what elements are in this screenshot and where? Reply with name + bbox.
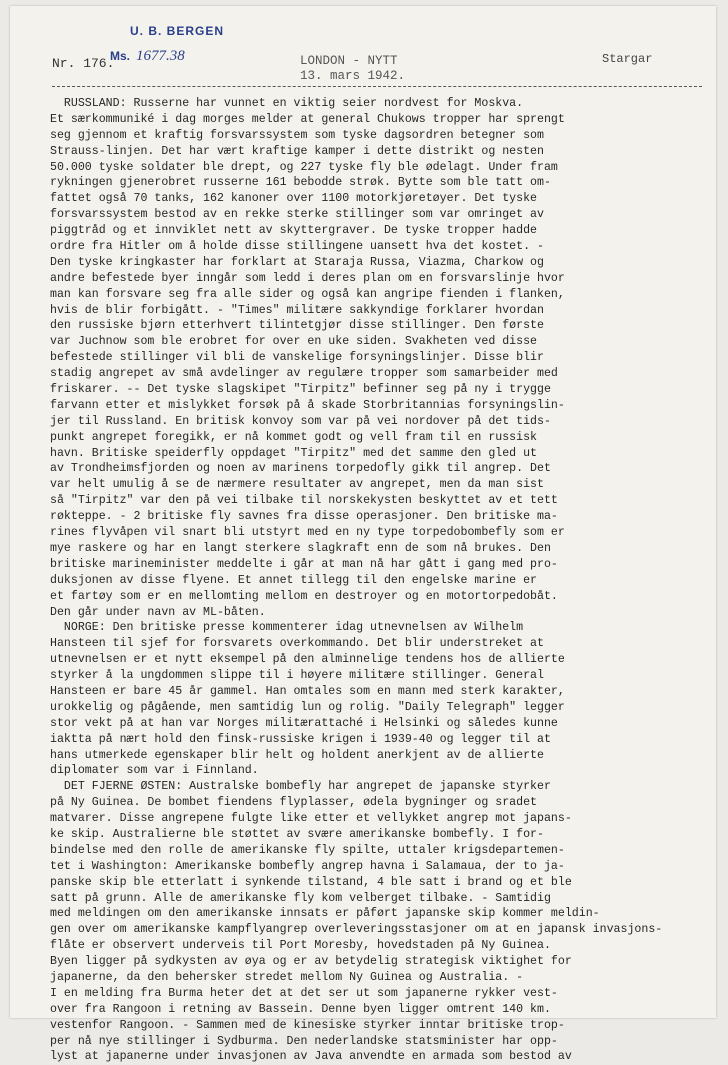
- text-line: befestede stillinger vil bli de vanskelige forsyningslinjer. Disse blir: [50, 351, 544, 365]
- bulletin-heading: [300, 54, 405, 84]
- text-line: friskarer. -- Det tyske slagskipet "Tirpitz" befinner seg på ny i trygge: [50, 383, 551, 397]
- text-line: røkteppe. - 2 britiske fly savnes fra disse operasjoner. Den britiske ma-: [50, 510, 558, 524]
- text-line: var Juchnow som ble erobret for over en uke siden. Svakheten ved disse: [50, 335, 538, 349]
- text-line: andre befestede byer inngår som ledd i deres plan om en forsvarslinje hvor: [50, 271, 565, 285]
- ms-label: Ms.: [110, 49, 131, 63]
- text-line: diplomater som var i Finnland.: [50, 764, 259, 778]
- text-line: et fartøy som er en mellomting mellom en destroyer og en motortorpedobåt.: [50, 589, 558, 603]
- text-line: den russiske bjørn etterhvert tilintetgjør disse stillinger. Den første: [50, 319, 544, 333]
- text-line: satt på grunn. Alle de amerikanske fly kom velberget tilbake. - Samtidig: [50, 891, 551, 905]
- text-line: farvann etter et mislykket forsøk på å skade Storbritannias forsyningslin-: [50, 398, 565, 412]
- text-line: mye raskere og har en langt sterkere slagkraft enn de som nå brukes. Den: [50, 541, 551, 555]
- text-line: rykningen gjenerobret russerne 161 bebodde strøk. Bytte som ble tatt om-: [50, 176, 551, 190]
- text-line: seg gjennom et kraftig forsvarssystem som tyske dagsordren betegner som: [50, 128, 544, 142]
- text-line: hans utmerkede egenskaper blir helt og holdent anerkjent av de allierte: [50, 748, 544, 762]
- text-line: bindelse med den rolle de amerikanske fly spilte, uttaler krigsdepartemen-: [50, 843, 565, 857]
- text-line: Byen ligger på sydkysten av øya og er av betydelig strategisk viktighet for: [50, 955, 572, 969]
- text-line: over fra Rangoon i retning av Bassein. Denne byen ligger omtrent 140 km.: [50, 1002, 551, 1016]
- text-line: fattet også 70 tanks, 162 kanoner over 1100 motorkjøretøyer. Det tyske: [50, 192, 538, 206]
- text-line: var helt umulig å se de nærmere resultater av angrepet, men da man sist: [50, 478, 544, 492]
- text-line: stor vekt på at han var Norges militærattaché i Helsinki og således kunne: [50, 716, 558, 730]
- header-divider: [52, 86, 702, 87]
- document-page: [10, 6, 716, 1064]
- text-line: 50.000 tyske soldater ble drept, og 227 tyske fly ble ødelagt. Under fram: [50, 160, 558, 174]
- text-line: matvarer. Disse angrepene fulgte like etter et vellykket angrep mot japans-: [50, 812, 572, 826]
- text-line: man kan forsvare seg fra alle sider og også kan angripe fienden i flanken,: [50, 287, 565, 301]
- text-line: Hansteen til sjef for forsvarets overkommando. Det blir understreket at: [50, 637, 544, 651]
- text-line: japanerne, da den behersker stredet mellom Ny Guinea og Australia. -: [50, 970, 524, 984]
- bulletin-date: 13. mars 1942.: [300, 69, 406, 83]
- text-line: så "Tirpitz" var den på vei tilbake til norskekysten beskyttet av et tett: [50, 494, 558, 508]
- text-line: stadig angrepet av små avdelinger av regulære tropper som samarbeider med: [50, 367, 558, 381]
- text-line: urokkelig og pågående, men samtidig lun og rolig. "Daily Telegraph" legger: [50, 700, 565, 714]
- body-text: [50, 96, 710, 1065]
- text-line: med meldingen om den amerikanske innsats er påført japanske skip kommer meldin-: [50, 907, 600, 921]
- text-line: havn. Britiske speiderfly oppdaget "Tirpitz" med det samme den gled ut: [50, 446, 538, 460]
- text-line: RUSSLAND: Russerne har vunnet en viktig seier nordvest for Moskva.: [50, 97, 524, 110]
- text-line: flåte er observert underveis til Port Moresby, hovedstaden på Ny Guinea.: [50, 939, 551, 953]
- text-line: piggtråd og et innviklet nett av skyttergraver. De tyske tropper hadde: [50, 224, 538, 238]
- library-stamp: U. B. BERGEN: [130, 24, 225, 38]
- text-line: Strauss-linjen. Det har vært kraftige kamper i dette distrikt og nesten: [50, 144, 544, 158]
- text-line: rines flyvåpen vil snart bli utstyrt med en ny type torpedobombefly som er: [50, 526, 565, 540]
- text-line: gen over om amerikanske kampflyangrep overleveringsstasjoner om at en japansk invasjons-: [50, 923, 663, 937]
- text-line: NORGE: Den britiske presse kommenterer idag utnevnelsen av Wilhelm: [50, 621, 524, 635]
- text-line: per nå nye stillinger i Sydburma. Den nederlandske statsminister har opp-: [50, 1034, 558, 1048]
- bulletin-title: LONDON - NYTT: [300, 54, 398, 68]
- text-line: iaktta på nært hold den finsk-russiske krigen i 1939-40 og legger til at: [50, 732, 551, 746]
- text-line: punkt angrepet foregikk, er nå kommet godt og vell fram til en russisk: [50, 430, 538, 444]
- text-line: jer til Russland. En britisk konvoy som var på vei nordover på det tids-: [50, 414, 551, 428]
- text-line: av Trondheimsfjorden og noen av marinens torpedofly gikk til angrep. Det: [50, 462, 551, 476]
- text-line: DET FJERNE ØSTEN: Australske bombefly har angrepet de japanske styrker: [50, 780, 551, 794]
- manuscript-number: [110, 48, 185, 65]
- text-line: utnevnelsen er et nytt eksempel på den alminnelige tendens hos de allierte: [50, 653, 565, 667]
- text-line: panske skip ble etterlatt i synkende tilstand, 4 ble satt i brand og et ble: [50, 875, 572, 889]
- text-line: Den tyske kringkaster har forklart at Staraja Russa, Viazma, Charkow og: [50, 255, 544, 269]
- text-line: tet i Washington: Amerikanske bombefly angrep havna i Salamaua, der to ja-: [50, 859, 565, 873]
- text-line: Et særkommuniké i dag morges melder at general Chukows tropper har sprengt: [50, 112, 565, 126]
- text-line: duksjonen av disse flyene. Et annet tillegg til den engelske marine er: [50, 573, 538, 587]
- text-line: hvis de blir forbigått. - "Times" militære sakkyndige forklarer hvordan: [50, 303, 544, 317]
- text-line: Den går under navn av ML-båten.: [50, 605, 266, 619]
- text-line: forsvarssystem bestod av en rekke sterke stillinger som var omringet av: [50, 208, 544, 222]
- issue-number: Nr. 176.: [52, 56, 115, 71]
- text-line: britiske marineminister meddelte i går at man nå har gått i gang med pro-: [50, 557, 558, 571]
- text-line: lyst at japanerne under invasjonen av Java anvendte en armada som bestod av: [50, 1050, 572, 1064]
- header-right-note: Stargar: [602, 52, 653, 66]
- text-line: ke skip. Australierne ble støttet av svære amerikanske bombefly. I for-: [50, 827, 544, 841]
- text-line: Hansteen er bare 45 år gammel. Han omtales som en mann med sterk karakter,: [50, 684, 565, 698]
- text-line: vestenfor Rangoon. - Sammen med de kinesiske styrker inntar britiske trop-: [50, 1018, 565, 1032]
- text-line: I en melding fra Burma heter det at det ser ut som japanerne rykker vest-: [50, 986, 558, 1000]
- text-line: styrker å la ungdommen slippe til i høyere militære stillinger. General: [50, 669, 544, 683]
- text-line: ordre fra Hitler om å holde disse stillingene uansett hva det kostet. -: [50, 240, 544, 254]
- ms-number: 1677.38: [136, 48, 185, 64]
- text-line: på Ny Guinea. De bombet fiendens flyplasser, ødela bygninger og sradet: [50, 796, 538, 810]
